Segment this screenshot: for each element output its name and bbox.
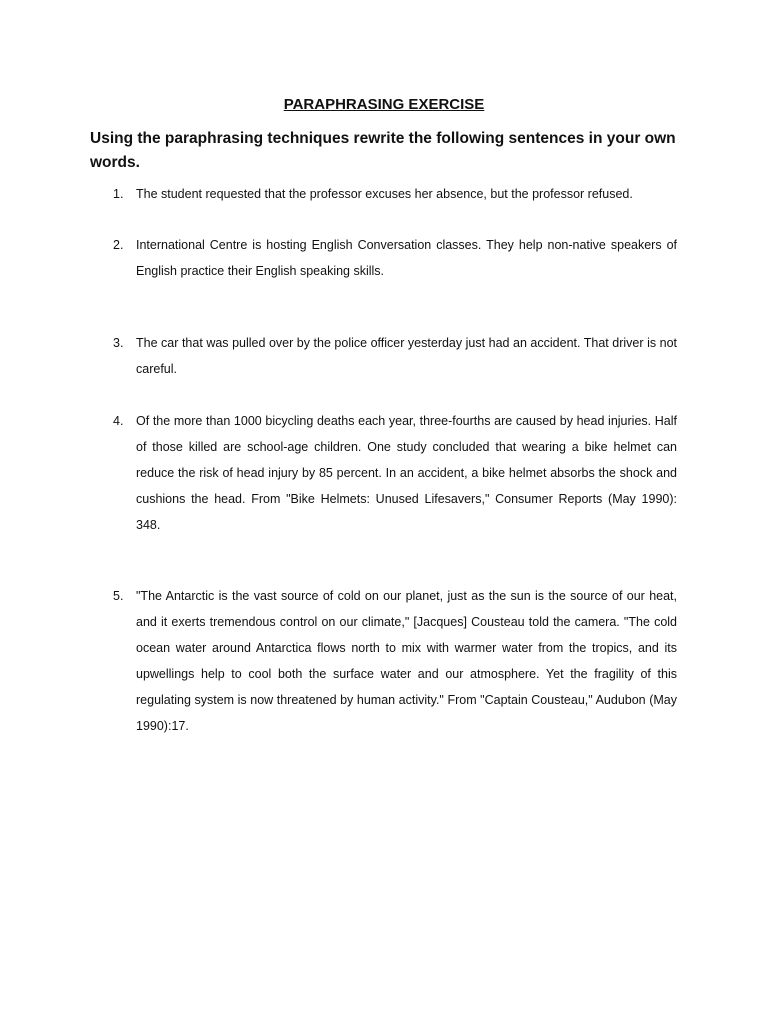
item-number: 3. — [113, 336, 124, 350]
document-title: PARAPHRASING EXERCISE — [283, 96, 485, 113]
item-number: 4. — [113, 414, 124, 428]
item-text: The student requested that the professor excuses her absence, but the professor refused. — [136, 187, 633, 201]
item-number: 1. — [113, 187, 124, 201]
exercise-instructions: Using the paraphrasing techniques rewrite the following sentences in your own words. — [90, 130, 676, 171]
item-text: The car that was pulled over by the police officer yesterday just had an accident. That driver is not careful. — [136, 336, 677, 376]
item-number: 5. — [113, 589, 124, 603]
item-text: International Centre is hosting English Conversation classes. They help non-native speakers of English practice their English speaking skills. — [136, 238, 677, 278]
item-text: "The Antarctic is the vast source of cold on our planet, just as the sun is the source of our heat, and it exerts tremendous control on our climate," [Jacques] Cousteau told the camera. "The cold ocean water around Antarctica flows north to mix with warmer water from the tropics, and its upwellings help to cool both the surface water and our atmosphere. Yet the fragility of this regulating system is now threatened by human activity." From "Captain Cousteau," Audubon (May 1990):17. — [136, 589, 677, 733]
item-number: 2. — [113, 238, 124, 252]
item-text: Of the more than 1000 bicycling deaths each year, three-fourths are caused by head injuries. Half of those killed are school-age children. One study concluded that wearing a bike helmet can reduce the risk of head injury by 85 percent. In an accident, a bike helmet absorbs the shock and cushions the head. From "Bike Helmets: Unused Lifesavers," Consumer Reports (May 1990): 348. — [136, 414, 677, 532]
